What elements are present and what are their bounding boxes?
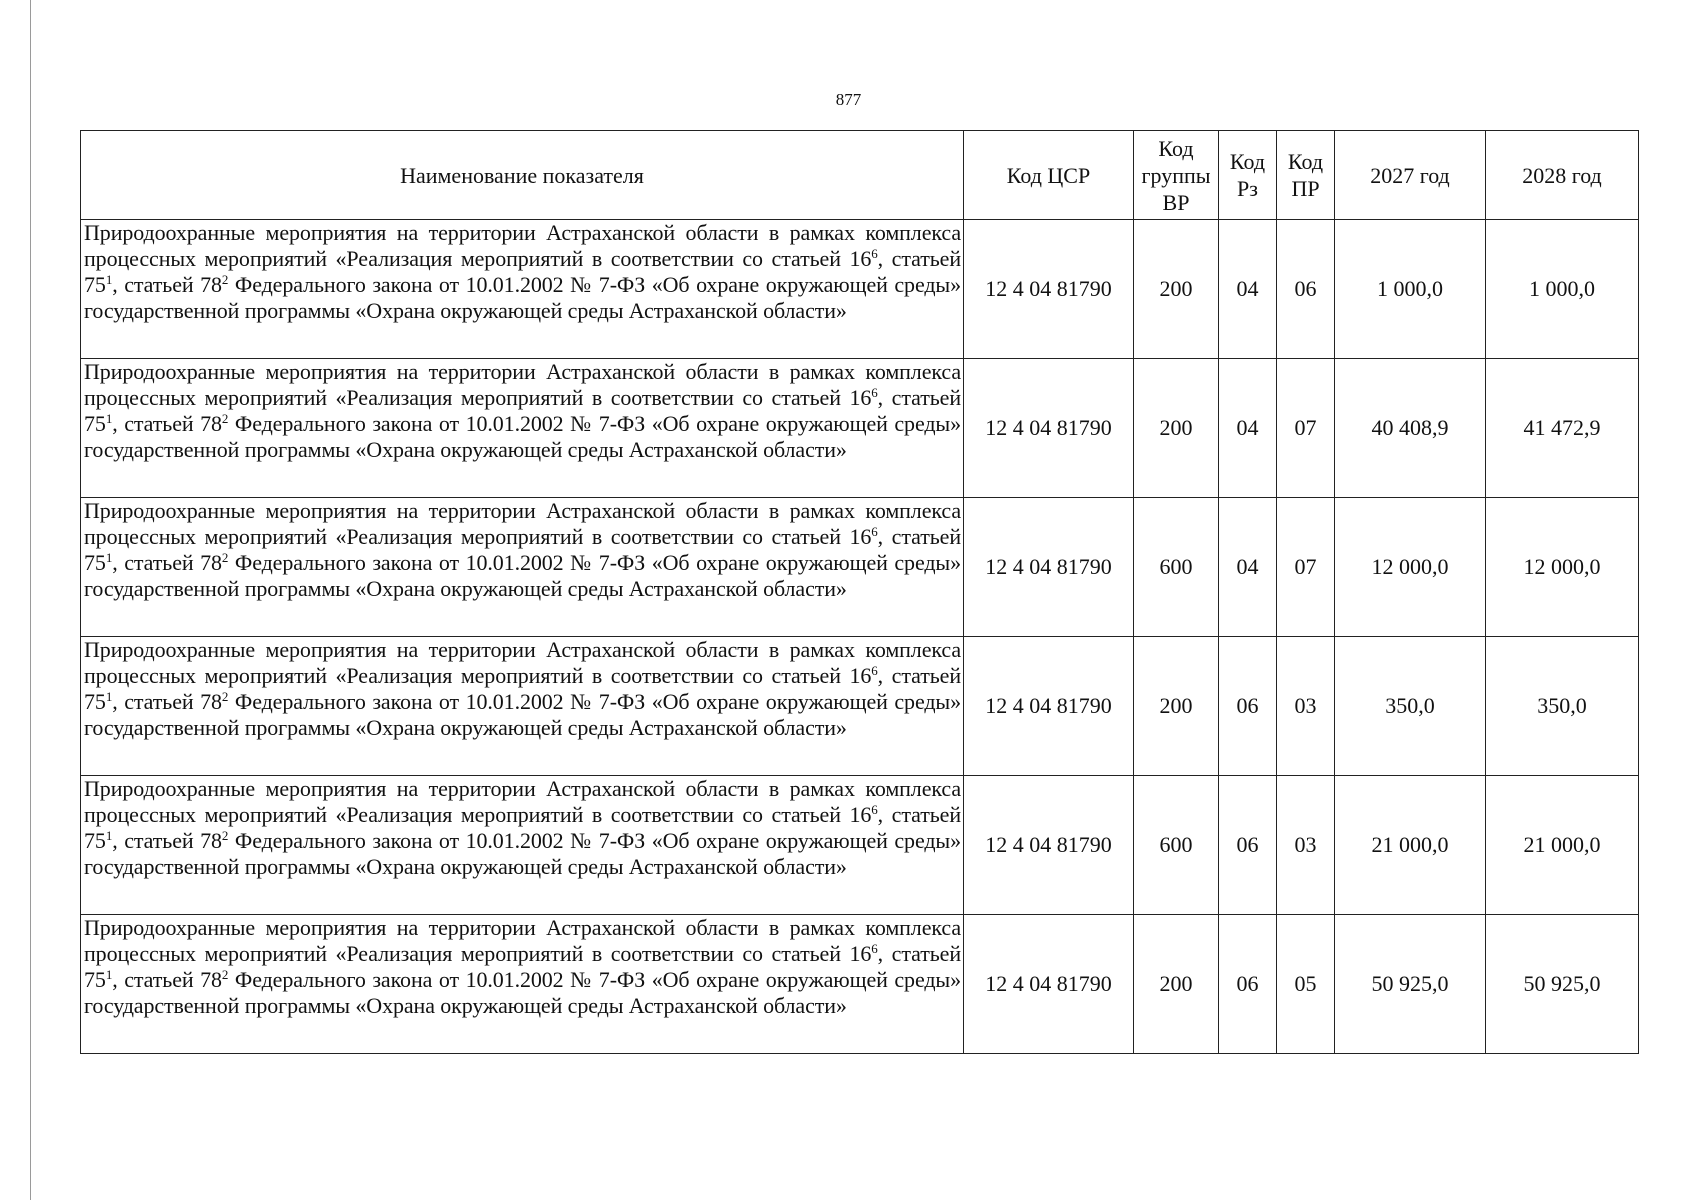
pr-code: 03: [1277, 776, 1335, 915]
amount-2027: 50 925,0: [1335, 915, 1486, 1054]
table-row: [81, 498, 1639, 637]
table-header-row: [81, 131, 1639, 220]
amount-2027: 350,0: [1335, 637, 1486, 776]
csr-code: 12 4 04 81790: [964, 776, 1134, 915]
header-vr: Код группы ВР: [1134, 131, 1219, 220]
amount-2028: 350,0: [1486, 637, 1639, 776]
rz-code: 06: [1219, 776, 1277, 915]
rz-code: 04: [1219, 359, 1277, 498]
header-rz: Код Рз: [1219, 131, 1277, 220]
rz-code: 04: [1219, 220, 1277, 359]
vr-code: 200: [1134, 359, 1219, 498]
vr-code: 200: [1134, 915, 1219, 1054]
table-row: [81, 637, 1639, 776]
csr-code: 12 4 04 81790: [964, 359, 1134, 498]
header-pr: Код ПР: [1277, 131, 1335, 220]
amount-2027: 12 000,0: [1335, 498, 1486, 637]
header-2027: 2027 год: [1335, 131, 1486, 220]
pr-code: 05: [1277, 915, 1335, 1054]
amount-2028: 1 000,0: [1486, 220, 1639, 359]
indicator-name: Природоохранные мероприятия на территории Астраханской области в рамках комплекса процессных мероприятий «Реализация мероприятий в соответствии со статьей $16^6$, статьей $75^1$, статьей $78^2$ Федерального закона от 10.01.2002 № 7-ФЗ «Об охране окружающей среды» государственной программы «Охрана окружающей среды Астраханской области»: [81, 776, 964, 915]
budget-table: [80, 130, 1639, 1054]
vr-code: 600: [1134, 498, 1219, 637]
rz-code: 04: [1219, 498, 1277, 637]
csr-code: 12 4 04 81790: [964, 915, 1134, 1054]
header-name: Наименование показателя: [81, 131, 964, 220]
vr-code: 600: [1134, 776, 1219, 915]
table-row: [81, 359, 1639, 498]
csr-code: 12 4 04 81790: [964, 220, 1134, 359]
amount-2028: 41 472,9: [1486, 359, 1639, 498]
indicator-name: Природоохранные мероприятия на территории Астраханской области в рамках комплекса процессных мероприятий «Реализация мероприятий в соответствии со статьей $16^6$, статьей $75^1$, статьей $78^2$ Федерального закона от 10.01.2002 № 7-ФЗ «Об охране окружающей среды» государственной программы «Охрана окружающей среды Астраханской области»: [81, 220, 964, 359]
amount-2027: 21 000,0: [1335, 776, 1486, 915]
table-row: [81, 220, 1639, 359]
amount-2028: 21 000,0: [1486, 776, 1639, 915]
amount-2027: 1 000,0: [1335, 220, 1486, 359]
page-number: 877: [835, 90, 862, 109]
header-2028: 2028 год: [1486, 131, 1639, 220]
csr-code: 12 4 04 81790: [964, 637, 1134, 776]
table-row: [81, 915, 1639, 1054]
amount-2028: 12 000,0: [1486, 498, 1639, 637]
vr-code: 200: [1134, 220, 1219, 359]
table-row: [81, 776, 1639, 915]
pr-code: 07: [1277, 359, 1335, 498]
indicator-name: Природоохранные мероприятия на территории Астраханской области в рамках комплекса процессных мероприятий «Реализация мероприятий в соответствии со статьей $16^6$, статьей $75^1$, статьей $78^2$ Федерального закона от 10.01.2002 № 7-ФЗ «Об охране окружающей среды» государственной программы «Охрана окружающей среды Астраханской области»: [81, 498, 964, 637]
pr-code: 06: [1277, 220, 1335, 359]
indicator-name: Природоохранные мероприятия на территории Астраханской области в рамках комплекса процессных мероприятий «Реализация мероприятий в соответствии со статьей $16^6$, статьей $75^1$, статьей $78^2$ Федерального закона от 10.01.2002 № 7-ФЗ «Об охране окружающей среды» государственной программы «Охрана окружающей среды Астраханской области»: [81, 359, 964, 498]
rz-code: 06: [1219, 915, 1277, 1054]
rz-code: 06: [1219, 637, 1277, 776]
scan-edge-line: [30, 0, 31, 1200]
csr-code: 12 4 04 81790: [964, 498, 1134, 637]
indicator-name: Природоохранные мероприятия на территории Астраханской области в рамках комплекса процессных мероприятий «Реализация мероприятий в соответствии со статьей $16^6$, статьей $75^1$, статьей $78^2$ Федерального закона от 10.01.2002 № 7-ФЗ «Об охране окружающей среды» государственной программы «Охрана окружающей среды Астраханской области»: [81, 915, 964, 1054]
indicator-name: Природоохранные мероприятия на территории Астраханской области в рамках комплекса процессных мероприятий «Реализация мероприятий в соответствии со статьей $16^6$, статьей $75^1$, статьей $78^2$ Федерального закона от 10.01.2002 № 7-ФЗ «Об охране окружающей среды» государственной программы «Охрана окружающей среды Астраханской области»: [81, 637, 964, 776]
pr-code: 07: [1277, 498, 1335, 637]
amount-2027: 40 408,9: [1335, 359, 1486, 498]
header-csr: Код ЦСР: [964, 131, 1134, 220]
amount-2028: 50 925,0: [1486, 915, 1639, 1054]
pr-code: 03: [1277, 637, 1335, 776]
vr-code: 200: [1134, 637, 1219, 776]
